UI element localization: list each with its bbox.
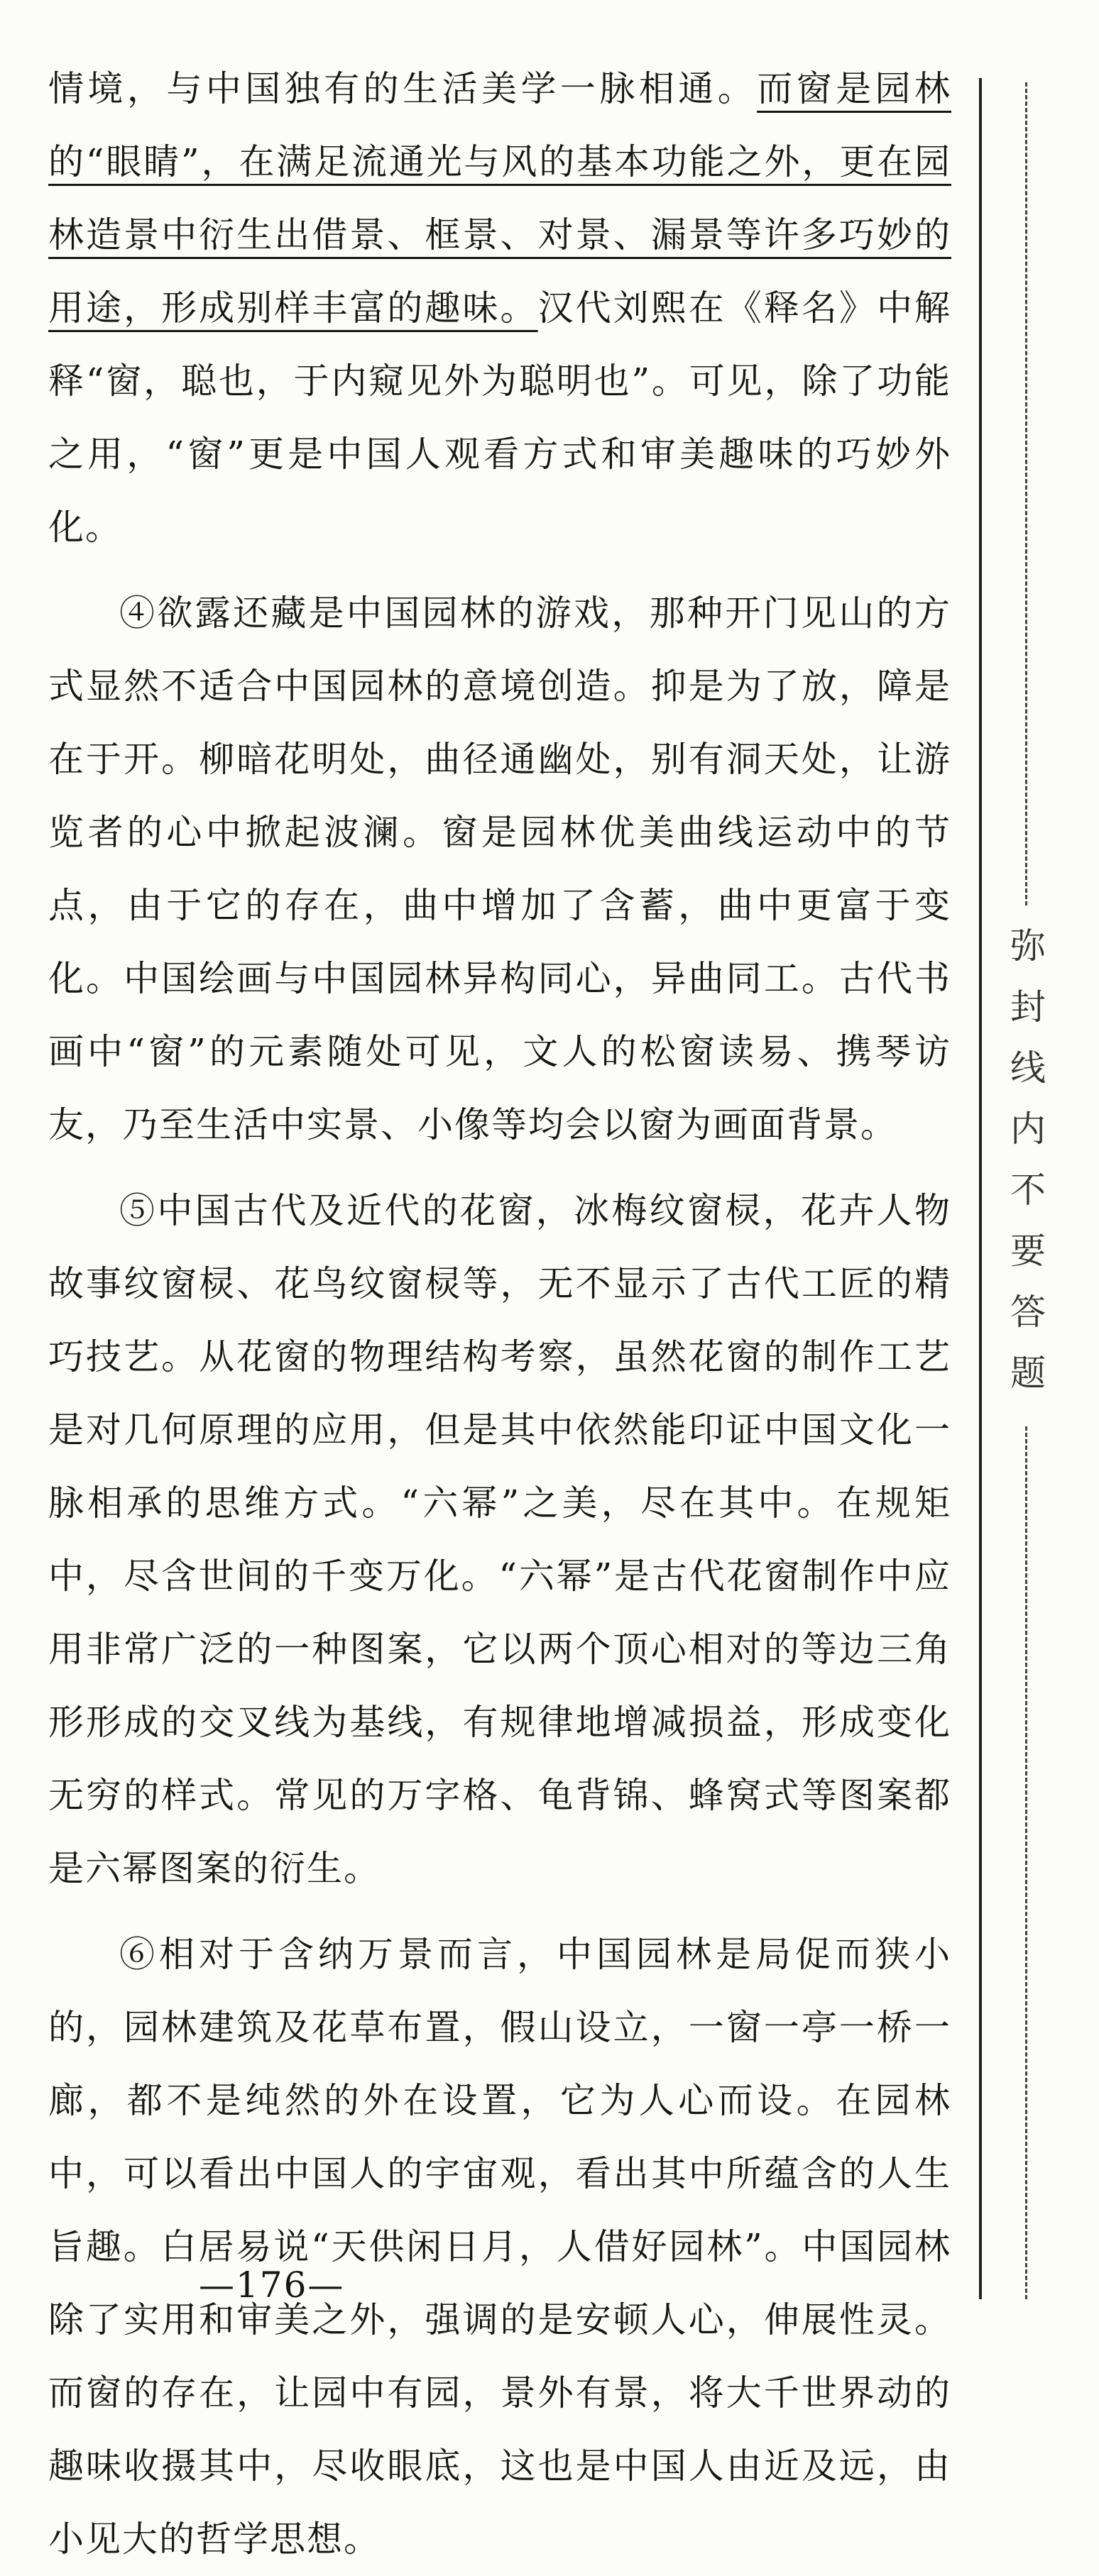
paragraph-4: ④欲露还藏是中国园林的游戏，那种开门见山的方式显然不适合中国园林的意境创造。抑是为了放，障是在于开。柳暗花明处，曲径通幽处，别有洞天处，让游览者的心中掀起波澜。窗是园林优美曲线运动中的节点，由于它的存在，曲中增加了含蓄，曲中更富于变化。中国绘画与中国园林异构同心，异曲同工。古代书画中“窗”的元素随处可见，文人的松窗读易、携琴访友，乃至生活中实景、小像等均会以窗为画面背景。 bbox=[48, 593, 951, 1145]
margin-dashed-line-top bbox=[1025, 82, 1027, 906]
paragraph-5: ⑤中国古代及近代的花窗，冰梅纹窗棂，花卉人物故事纹窗棂、花鸟纹窗棂等，无不显示了古代工匠的精巧技艺。从花窗的物理结构考察，虽然花窗的制作工艺是对几何原理的应用，但是其中依然能印证中国文化一脉相承的思维方式。“六幂”之美，尽在其中。在规矩中，尽含世间的千变万化。“六幂”是古代花窗制作中应用非常广泛的一种图案，它以两个顶心相对的等边三角形形成的交叉线为基线，有规律地增减损益，形成变化无穷的样式。常见的万字格、龟背锦、蜂窝式等图案都是六幂图案的衍生。 bbox=[48, 1190, 951, 1889]
paragraph-6: ⑥相对于含纳万景而言，中国园林是局促而狭小的，园林建筑及花草布置，假山设立，一窗一亭一桥一廊，都不是纯然的外在设置，它为人心而设。在园林中，可以看出中国人的宇宙观，看出其中所蕴含的人生旨趣。白居易说“天供闲日月，人借好园林”。中国园林除了实用和审美之外，强调的是安顿人心，伸展性灵。而窗的存在，让园中有园，景外有景，将大千世界动的趣味收摄其中，尽收眼底，这也是中国人由近及远，由小见大的哲学思想。 bbox=[48, 1934, 951, 2560]
seal-line-notice: 弥封线内不要答题 bbox=[1005, 927, 1046, 1415]
margin-dashed-line-bottom bbox=[1025, 1426, 1027, 2299]
page-number: —176— bbox=[199, 2264, 345, 2306]
article-body bbox=[48, 53, 951, 2576]
paragraph-3-tail: 汉代刘熙在《释名》中解释“窗，聪也，于内窥见外为聪明也”。可见，除了功能之用，“窗”更是中国人观看方式和审美趣味的巧妙外化。 bbox=[48, 287, 952, 548]
underlined-sentence: 而窗是园林的“眼睛”，在满足流通光与风的基本功能之外，更在园林造景中衍生出借景、框景、对景、漏景等许多巧妙的用途，形成别样丰富的趣味。 bbox=[48, 68, 952, 329]
margin-solid-line bbox=[979, 78, 982, 2299]
paragraph-3-lead: 情境，与中国独有的生活美学一脉相通。 bbox=[48, 68, 758, 109]
paragraph-3-continued bbox=[48, 53, 951, 564]
